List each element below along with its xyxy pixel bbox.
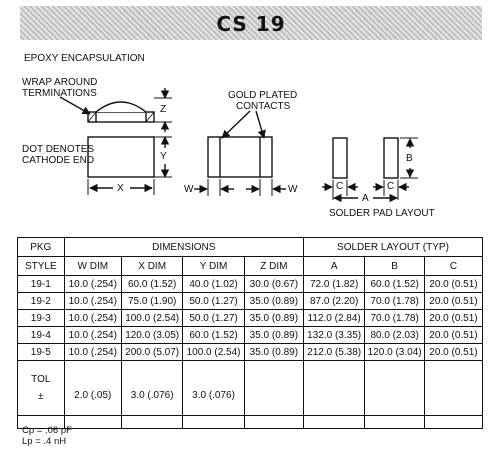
header-x-dim: X DIM xyxy=(121,257,182,276)
cell-b: 60.0 (1.52) xyxy=(365,276,425,293)
header-y-dim: Y DIM xyxy=(183,257,244,276)
note-lp: Lp = .4 nH xyxy=(22,436,67,447)
header-dimensions: DIMENSIONS xyxy=(64,238,303,257)
cell-style: 19-3 xyxy=(18,310,65,327)
cell-a: 212.0 (5.38) xyxy=(303,344,364,361)
wrap-leader xyxy=(60,97,90,114)
header-w-dim: W DIM xyxy=(64,257,121,276)
table-row xyxy=(18,344,483,361)
solder-pad-caption: SOLDER PAD LAYOUT xyxy=(329,208,435,219)
cell-b: 120.0 (3.04) xyxy=(365,344,425,361)
notes xyxy=(22,425,72,447)
cell-z: 35.0 (0.89) xyxy=(244,327,303,344)
blank-cell xyxy=(303,416,364,429)
dim-x-label: X xyxy=(117,183,124,194)
table-row xyxy=(18,327,483,344)
cell-w: 10.0 (.254) xyxy=(64,293,121,310)
cell-w: 10.0 (.254) xyxy=(64,344,121,361)
table-header-row-2 xyxy=(18,257,483,276)
cell-style: 19-1 xyxy=(18,276,65,293)
blank-cell xyxy=(424,416,482,429)
dim-y-label: Y xyxy=(160,151,167,162)
cell-a: 87.0 (2.20) xyxy=(303,293,364,310)
gold-label-2: CONTACTS xyxy=(236,101,291,112)
cell-y: 60.0 (1.52) xyxy=(183,327,244,344)
page-title: CS 19 xyxy=(216,12,286,36)
cell-tol-x: 3.0 (.076) xyxy=(121,361,182,416)
top-view xyxy=(88,137,172,195)
cell-z: 35.0 (0.89) xyxy=(244,310,303,327)
cell-style: 19-2 xyxy=(18,293,65,310)
cell-w: 10.0 (.254) xyxy=(64,310,121,327)
contact-view xyxy=(194,111,286,196)
blank-cell xyxy=(121,416,182,429)
side-view xyxy=(88,102,154,122)
cell-a: 132.0 (3.35) xyxy=(303,327,364,344)
cell-x: 120.0 (3.05) xyxy=(121,327,182,344)
note-cp: Cp = .06 pF xyxy=(22,425,72,436)
blank-cell xyxy=(244,416,303,429)
dim-w-left-label: W xyxy=(184,184,194,195)
table-row xyxy=(18,310,483,327)
cell-c: 20.0 (0.51) xyxy=(424,344,482,361)
cell-a: 112.0 (2.84) xyxy=(303,310,364,327)
table-row xyxy=(18,276,483,293)
cell-tol-c xyxy=(424,361,482,416)
dim-z-label: Z xyxy=(160,104,167,115)
cell-a: 72.0 (1.82) xyxy=(303,276,364,293)
table-row xyxy=(18,293,483,310)
gold-label-1: GOLD PLATED xyxy=(228,90,298,101)
header-a: A xyxy=(303,257,364,276)
cell-c: 20.0 (0.51) xyxy=(424,327,482,344)
cell-z: 35.0 (0.89) xyxy=(244,293,303,310)
tolerance-row xyxy=(18,361,483,416)
cell-x: 60.0 (1.52) xyxy=(121,276,182,293)
cell-tol-a xyxy=(303,361,364,416)
cell-y: 50.0 (1.27) xyxy=(183,310,244,327)
cell-b: 70.0 (1.78) xyxy=(365,293,425,310)
cell-y: 100.0 (2.54) xyxy=(183,344,244,361)
dim-c-right-label: C xyxy=(387,181,395,192)
wrap-label-2: TERMINATIONS xyxy=(22,88,97,99)
cell-w: 10.0 (.254) xyxy=(64,276,121,293)
cell-b: 70.0 (1.78) xyxy=(365,310,425,327)
dim-c-left-label: C xyxy=(336,181,344,192)
header-solder-layout: SOLDER LAYOUT (TYP) xyxy=(303,238,482,257)
cell-x: 100.0 (2.54) xyxy=(121,310,182,327)
cell-tol-z xyxy=(244,361,303,416)
tol-sign: ± xyxy=(38,391,44,402)
dot-label-1: DOT DENOTES xyxy=(22,144,95,155)
blank-cell xyxy=(64,416,121,429)
cell-x: 75.0 (1.90) xyxy=(121,293,182,310)
cell-c: 20.0 (0.51) xyxy=(424,276,482,293)
dim-a-label: A xyxy=(362,193,369,204)
header-z-dim: Z DIM xyxy=(244,257,303,276)
spec-table xyxy=(17,237,483,429)
header-b: B xyxy=(365,257,425,276)
cell-style: 19-5 xyxy=(18,344,65,361)
cell-b: 80.0 (2.03) xyxy=(365,327,425,344)
blank-cell xyxy=(365,416,425,429)
cell-tol-w: 2.0 (.05) xyxy=(64,361,121,416)
cell-w: 10.0 (.254) xyxy=(64,327,121,344)
cell-c: 20.0 (0.51) xyxy=(424,310,482,327)
cell-tol-y: 3.0 (.076) xyxy=(183,361,244,416)
cell-tol-b xyxy=(365,361,425,416)
table-header-row-1 xyxy=(18,238,483,257)
cell-tol-label xyxy=(18,361,65,416)
blank-cell xyxy=(183,416,244,429)
cell-z: 30.0 (0.67) xyxy=(244,276,303,293)
tol-label: TOL xyxy=(31,374,51,385)
cell-x: 200.0 (5.07) xyxy=(121,344,182,361)
wrap-label-1: WRAP AROUND xyxy=(22,77,98,88)
cell-c: 20.0 (0.51) xyxy=(424,293,482,310)
blank-row xyxy=(18,416,483,429)
dim-w-right-label: W xyxy=(288,184,298,195)
dot-label-2: CATHODE END xyxy=(22,155,95,166)
cell-z: 35.0 (0.89) xyxy=(244,344,303,361)
header-pkg: PKG xyxy=(18,238,65,257)
cell-y: 50.0 (1.27) xyxy=(183,293,244,310)
cell-style: 19-4 xyxy=(18,327,65,344)
cell-y: 40.0 (1.02) xyxy=(183,276,244,293)
dim-b-label: B xyxy=(406,153,413,164)
header-style: STYLE xyxy=(18,257,65,276)
epoxy-label: EPOXY ENCAPSULATION xyxy=(24,53,145,64)
header-c: C xyxy=(424,257,482,276)
